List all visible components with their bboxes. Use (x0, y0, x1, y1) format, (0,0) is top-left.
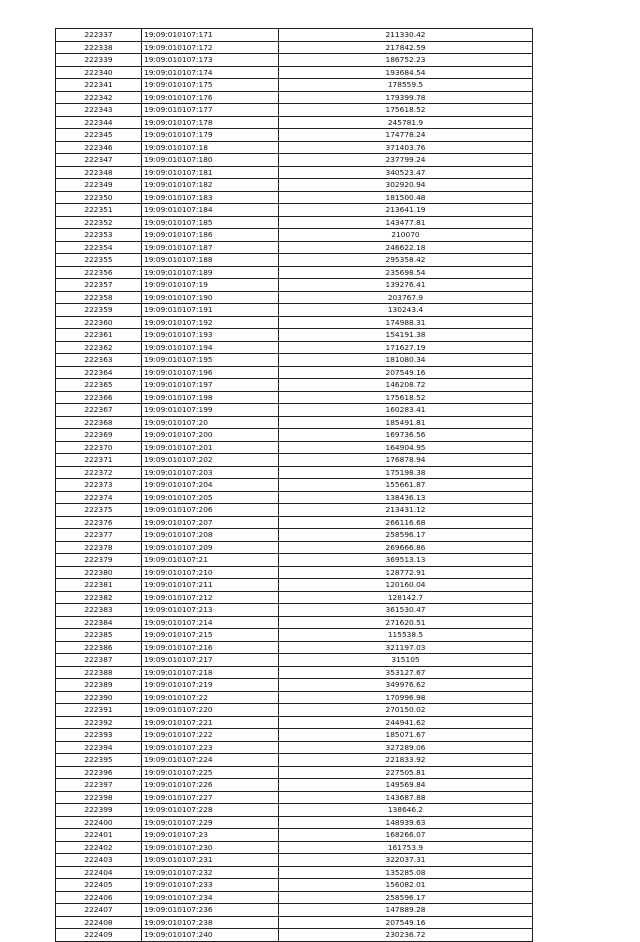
row-number-cell: 222346 (56, 141, 142, 154)
row-number-cell: 222395 (56, 754, 142, 767)
value-cell: 128142.7 (279, 591, 533, 604)
table-row (56, 529, 533, 542)
table-row (56, 129, 533, 142)
row-number-cell: 222345 (56, 129, 142, 142)
value-cell: 138646.2 (279, 804, 533, 817)
cadastral-number-cell: 19:09:010107:220 (142, 704, 279, 717)
table-row (56, 241, 533, 254)
cadastral-number-cell: 19:09:010107:189 (142, 266, 279, 279)
cadastral-number-cell: 19:09:010107:175 (142, 79, 279, 92)
table-row (56, 854, 533, 867)
value-cell: 156082.01 (279, 879, 533, 892)
table-row (56, 704, 533, 717)
cadastral-number-cell: 19:09:010107:229 (142, 816, 279, 829)
row-number-cell: 222405 (56, 879, 142, 892)
table-row (56, 766, 533, 779)
value-cell: 227505.81 (279, 766, 533, 779)
value-cell: 271620.51 (279, 616, 533, 629)
cadastral-number-cell: 19:09:010107:180 (142, 154, 279, 167)
table-row (56, 754, 533, 767)
cadastral-number-cell: 19:09:010107:198 (142, 391, 279, 404)
value-cell: 315105 (279, 654, 533, 667)
row-number-cell: 222340 (56, 66, 142, 79)
cadastral-number-cell: 19:09:010107:195 (142, 354, 279, 367)
row-number-cell: 222351 (56, 204, 142, 217)
cadastral-number-cell: 19:09:010107:176 (142, 91, 279, 104)
cadastral-number-cell: 19:09:010107:188 (142, 254, 279, 267)
table-row (56, 479, 533, 492)
row-number-cell: 222366 (56, 391, 142, 404)
value-cell: 161753.9 (279, 841, 533, 854)
row-number-cell: 222344 (56, 116, 142, 129)
table-row (56, 191, 533, 204)
table-row (56, 666, 533, 679)
value-cell: 135285.08 (279, 866, 533, 879)
row-number-cell: 222361 (56, 329, 142, 342)
value-cell: 322037.31 (279, 854, 533, 867)
table-row (56, 691, 533, 704)
value-cell: 130243.4 (279, 304, 533, 317)
value-cell: 174778.24 (279, 129, 533, 142)
table-row (56, 604, 533, 617)
cadastral-number-cell: 19:09:010107:20 (142, 416, 279, 429)
row-number-cell: 222406 (56, 891, 142, 904)
value-cell: 340523.47 (279, 166, 533, 179)
row-number-cell: 222355 (56, 254, 142, 267)
table-row (56, 404, 533, 417)
row-number-cell: 222353 (56, 229, 142, 242)
cadastral-number-cell: 19:09:010107:208 (142, 529, 279, 542)
row-number-cell: 222364 (56, 366, 142, 379)
table-row (56, 816, 533, 829)
row-number-cell: 222342 (56, 91, 142, 104)
row-number-cell: 222391 (56, 704, 142, 717)
value-cell: 149569.84 (279, 779, 533, 792)
row-number-cell: 222386 (56, 641, 142, 654)
value-cell: 175198.38 (279, 466, 533, 479)
row-number-cell: 222354 (56, 241, 142, 254)
value-cell: 237799.24 (279, 154, 533, 167)
table-row (56, 66, 533, 79)
value-cell: 178559.5 (279, 79, 533, 92)
row-number-cell: 222392 (56, 716, 142, 729)
cadastral-number-cell: 19:09:010107:232 (142, 866, 279, 879)
table-row (56, 141, 533, 154)
table-row (56, 929, 533, 942)
cadastral-number-cell: 19:09:010107:196 (142, 366, 279, 379)
table-row (56, 379, 533, 392)
cadastral-number-cell: 19:09:010107:191 (142, 304, 279, 317)
row-number-cell: 222373 (56, 479, 142, 492)
row-number-cell: 222403 (56, 854, 142, 867)
value-cell: 181500.48 (279, 191, 533, 204)
table-row (56, 491, 533, 504)
value-cell: 175618.52 (279, 104, 533, 117)
value-cell: 269666.86 (279, 541, 533, 554)
row-number-cell: 222390 (56, 691, 142, 704)
cadastral-number-cell: 19:09:010107:194 (142, 341, 279, 354)
cadastral-number-cell: 19:09:010107:211 (142, 579, 279, 592)
value-cell: 138436.13 (279, 491, 533, 504)
row-number-cell: 222389 (56, 679, 142, 692)
table-row (56, 316, 533, 329)
value-cell: 244941.62 (279, 716, 533, 729)
row-number-cell: 222338 (56, 41, 142, 54)
table-row (56, 716, 533, 729)
row-number-cell: 222397 (56, 779, 142, 792)
value-cell: 139276.41 (279, 279, 533, 292)
value-cell: 185071.67 (279, 729, 533, 742)
cadastral-number-cell: 19:09:010107:222 (142, 729, 279, 742)
table-row (56, 516, 533, 529)
table-row (56, 891, 533, 904)
value-cell: 169736.56 (279, 429, 533, 442)
value-cell: 230236.72 (279, 929, 533, 942)
value-cell: 175618.52 (279, 391, 533, 404)
cadastral-number-cell: 19:09:010107:181 (142, 166, 279, 179)
row-number-cell: 222385 (56, 629, 142, 642)
value-cell: 369513.13 (279, 554, 533, 567)
table-row (56, 904, 533, 917)
table-row (56, 841, 533, 854)
row-number-cell: 222396 (56, 766, 142, 779)
row-number-cell: 222379 (56, 554, 142, 567)
table-row (56, 329, 533, 342)
cadastral-number-cell: 19:09:010107:216 (142, 641, 279, 654)
value-cell: 185491.81 (279, 416, 533, 429)
value-cell: 143477.81 (279, 216, 533, 229)
table-row (56, 504, 533, 517)
row-number-cell: 222337 (56, 29, 142, 42)
cadastral-number-cell: 19:09:010107:18 (142, 141, 279, 154)
table-row (56, 804, 533, 817)
table-row (56, 879, 533, 892)
table-row (56, 541, 533, 554)
cadastral-number-cell: 19:09:010107:183 (142, 191, 279, 204)
table-row (56, 216, 533, 229)
row-number-cell: 222377 (56, 529, 142, 542)
value-cell: 171627.19 (279, 341, 533, 354)
cadastral-number-cell: 19:09:010107:215 (142, 629, 279, 642)
value-cell: 207549.16 (279, 366, 533, 379)
table-row (56, 116, 533, 129)
value-cell: 147889.28 (279, 904, 533, 917)
value-cell: 115538.5 (279, 629, 533, 642)
table-row (56, 304, 533, 317)
row-number-cell: 222404 (56, 866, 142, 879)
table-row (56, 441, 533, 454)
row-number-cell: 222347 (56, 154, 142, 167)
value-cell: 143687.88 (279, 791, 533, 804)
cadastral-number-cell: 19:09:010107:217 (142, 654, 279, 667)
table-row (56, 429, 533, 442)
cadastral-number-cell: 19:09:010107:23 (142, 829, 279, 842)
table-row (56, 454, 533, 467)
table-row (56, 566, 533, 579)
row-number-cell: 222356 (56, 266, 142, 279)
cadastral-number-cell: 19:09:010107:226 (142, 779, 279, 792)
cadastral-number-cell: 19:09:010107:184 (142, 204, 279, 217)
table-row (56, 91, 533, 104)
table-row (56, 554, 533, 567)
value-cell: 258596.17 (279, 891, 533, 904)
table-row (56, 254, 533, 267)
row-number-cell: 222378 (56, 541, 142, 554)
cadastral-number-cell: 19:09:010107:219 (142, 679, 279, 692)
row-number-cell: 222407 (56, 904, 142, 917)
cadastral-number-cell: 19:09:010107:200 (142, 429, 279, 442)
value-cell: 193684.54 (279, 66, 533, 79)
value-cell: 154191.38 (279, 329, 533, 342)
cadastral-number-cell: 19:09:010107:207 (142, 516, 279, 529)
cadastral-number-cell: 19:09:010107:187 (142, 241, 279, 254)
cadastral-number-cell: 19:09:010107:214 (142, 616, 279, 629)
row-number-cell: 222394 (56, 741, 142, 754)
table-row (56, 629, 533, 642)
table-row (56, 266, 533, 279)
value-cell: 174988.31 (279, 316, 533, 329)
row-number-cell: 222372 (56, 466, 142, 479)
cadastral-number-cell: 19:09:010107:209 (142, 541, 279, 554)
cadastral-number-cell: 19:09:010107:224 (142, 754, 279, 767)
table-row (56, 579, 533, 592)
table-row (56, 41, 533, 54)
cadastral-number-cell: 19:09:010107:223 (142, 741, 279, 754)
row-number-cell: 222375 (56, 504, 142, 517)
value-cell: 160283.41 (279, 404, 533, 417)
row-number-cell: 222393 (56, 729, 142, 742)
table-row (56, 679, 533, 692)
value-cell: 295358.42 (279, 254, 533, 267)
cadastral-number-cell: 19:09:010107:205 (142, 491, 279, 504)
value-cell: 349976.62 (279, 679, 533, 692)
table-row (56, 154, 533, 167)
data-table (55, 28, 533, 942)
cadastral-number-cell: 19:09:010107:203 (142, 466, 279, 479)
row-number-cell: 222383 (56, 604, 142, 617)
value-cell: 266116.68 (279, 516, 533, 529)
row-number-cell: 222398 (56, 791, 142, 804)
value-cell: 164904.95 (279, 441, 533, 454)
cadastral-number-cell: 19:09:010107:22 (142, 691, 279, 704)
value-cell: 181080.34 (279, 354, 533, 367)
value-cell: 155661.87 (279, 479, 533, 492)
value-cell: 148939.63 (279, 816, 533, 829)
cadastral-number-cell: 19:09:010107:173 (142, 54, 279, 67)
cadastral-number-cell: 19:09:010107:19 (142, 279, 279, 292)
table-row (56, 416, 533, 429)
value-cell: 327289.06 (279, 741, 533, 754)
cadastral-number-cell: 19:09:010107:234 (142, 891, 279, 904)
value-cell: 186752.23 (279, 54, 533, 67)
row-number-cell: 222402 (56, 841, 142, 854)
cadastral-number-cell: 19:09:010107:204 (142, 479, 279, 492)
table-row (56, 279, 533, 292)
row-number-cell: 222341 (56, 79, 142, 92)
table-row (56, 104, 533, 117)
cadastral-number-cell: 19:09:010107:230 (142, 841, 279, 854)
row-number-cell: 222357 (56, 279, 142, 292)
row-number-cell: 222380 (56, 566, 142, 579)
value-cell: 213641.19 (279, 204, 533, 217)
cadastral-number-cell: 19:09:010107:178 (142, 116, 279, 129)
cadastral-number-cell: 19:09:010107:197 (142, 379, 279, 392)
value-cell: 207549.16 (279, 916, 533, 929)
table-row (56, 341, 533, 354)
table-body (56, 29, 533, 942)
row-number-cell: 222368 (56, 416, 142, 429)
cadastral-number-cell: 19:09:010107:225 (142, 766, 279, 779)
table-row (56, 791, 533, 804)
cadastral-number-cell: 19:09:010107:185 (142, 216, 279, 229)
table-row (56, 654, 533, 667)
row-number-cell: 222362 (56, 341, 142, 354)
row-number-cell: 222381 (56, 579, 142, 592)
row-number-cell: 222367 (56, 404, 142, 417)
cadastral-number-cell: 19:09:010107:177 (142, 104, 279, 117)
row-number-cell: 222352 (56, 216, 142, 229)
cadastral-number-cell: 19:09:010107:213 (142, 604, 279, 617)
value-cell: 146208.72 (279, 379, 533, 392)
value-cell: 258596.17 (279, 529, 533, 542)
value-cell: 217842.59 (279, 41, 533, 54)
value-cell: 211330.42 (279, 29, 533, 42)
table-row (56, 616, 533, 629)
cadastral-number-cell: 19:09:010107:227 (142, 791, 279, 804)
row-number-cell: 222370 (56, 441, 142, 454)
value-cell: 361530.47 (279, 604, 533, 617)
value-cell: 270150.02 (279, 704, 533, 717)
row-number-cell: 222349 (56, 179, 142, 192)
cadastral-number-cell: 19:09:010107:236 (142, 904, 279, 917)
row-number-cell: 222343 (56, 104, 142, 117)
cadastral-number-cell: 19:09:010107:212 (142, 591, 279, 604)
cadastral-number-cell: 19:09:010107:174 (142, 66, 279, 79)
table-row (56, 391, 533, 404)
row-number-cell: 222409 (56, 929, 142, 942)
value-cell: 221833.92 (279, 754, 533, 767)
cadastral-number-cell: 19:09:010107:179 (142, 129, 279, 142)
cadastral-number-cell: 19:09:010107:210 (142, 566, 279, 579)
table-row (56, 729, 533, 742)
row-number-cell: 222358 (56, 291, 142, 304)
cadastral-number-cell: 19:09:010107:228 (142, 804, 279, 817)
cadastral-number-cell: 19:09:010107:171 (142, 29, 279, 42)
table-row (56, 829, 533, 842)
cadastral-number-cell: 19:09:010107:231 (142, 854, 279, 867)
cadastral-number-cell: 19:09:010107:201 (142, 441, 279, 454)
table-row (56, 591, 533, 604)
table-row (56, 291, 533, 304)
cadastral-number-cell: 19:09:010107:202 (142, 454, 279, 467)
table-row (56, 54, 533, 67)
cadastral-number-cell: 19:09:010107:233 (142, 879, 279, 892)
table-row (56, 179, 533, 192)
value-cell: 213431.12 (279, 504, 533, 517)
cadastral-number-cell: 19:09:010107:193 (142, 329, 279, 342)
table-row (56, 641, 533, 654)
row-number-cell: 222384 (56, 616, 142, 629)
value-cell: 302920.94 (279, 179, 533, 192)
cadastral-number-cell: 19:09:010107:221 (142, 716, 279, 729)
row-number-cell: 222382 (56, 591, 142, 604)
cadastral-number-cell: 19:09:010107:240 (142, 929, 279, 942)
table-row (56, 366, 533, 379)
value-cell: 246622.18 (279, 241, 533, 254)
cadastral-number-cell: 19:09:010107:172 (142, 41, 279, 54)
cadastral-number-cell: 19:09:010107:190 (142, 291, 279, 304)
cadastral-number-cell: 19:09:010107:192 (142, 316, 279, 329)
cadastral-number-cell: 19:09:010107:238 (142, 916, 279, 929)
table-row (56, 354, 533, 367)
row-number-cell: 222363 (56, 354, 142, 367)
row-number-cell: 222369 (56, 429, 142, 442)
cadastral-number-cell: 19:09:010107:186 (142, 229, 279, 242)
row-number-cell: 222401 (56, 829, 142, 842)
row-number-cell: 222365 (56, 379, 142, 392)
table-row (56, 229, 533, 242)
table-row (56, 29, 533, 42)
row-number-cell: 222408 (56, 916, 142, 929)
row-number-cell: 222388 (56, 666, 142, 679)
table-row (56, 866, 533, 879)
value-cell: 176878.94 (279, 454, 533, 467)
value-cell: 371403.76 (279, 141, 533, 154)
row-number-cell: 222339 (56, 54, 142, 67)
row-number-cell: 222376 (56, 516, 142, 529)
row-number-cell: 222399 (56, 804, 142, 817)
value-cell: 120160.04 (279, 579, 533, 592)
table-row (56, 779, 533, 792)
row-number-cell: 222374 (56, 491, 142, 504)
value-cell: 353127.67 (279, 666, 533, 679)
row-number-cell: 222360 (56, 316, 142, 329)
value-cell: 245781.9 (279, 116, 533, 129)
value-cell: 321197.03 (279, 641, 533, 654)
row-number-cell: 222350 (56, 191, 142, 204)
table-row (56, 204, 533, 217)
cadastral-number-cell: 19:09:010107:199 (142, 404, 279, 417)
value-cell: 168266.07 (279, 829, 533, 842)
row-number-cell: 222359 (56, 304, 142, 317)
value-cell: 179399.78 (279, 91, 533, 104)
cadastral-number-cell: 19:09:010107:21 (142, 554, 279, 567)
value-cell: 128772.91 (279, 566, 533, 579)
cadastral-number-cell: 19:09:010107:218 (142, 666, 279, 679)
table-row (56, 166, 533, 179)
table-row (56, 916, 533, 929)
row-number-cell: 222348 (56, 166, 142, 179)
cadastral-number-cell: 19:09:010107:206 (142, 504, 279, 517)
table-row (56, 466, 533, 479)
value-cell: 210070 (279, 229, 533, 242)
table-row (56, 79, 533, 92)
row-number-cell: 222387 (56, 654, 142, 667)
table-row (56, 741, 533, 754)
value-cell: 170996.98 (279, 691, 533, 704)
cadastral-number-cell: 19:09:010107:182 (142, 179, 279, 192)
value-cell: 203767.9 (279, 291, 533, 304)
row-number-cell: 222400 (56, 816, 142, 829)
value-cell: 235698.54 (279, 266, 533, 279)
row-number-cell: 222371 (56, 454, 142, 467)
